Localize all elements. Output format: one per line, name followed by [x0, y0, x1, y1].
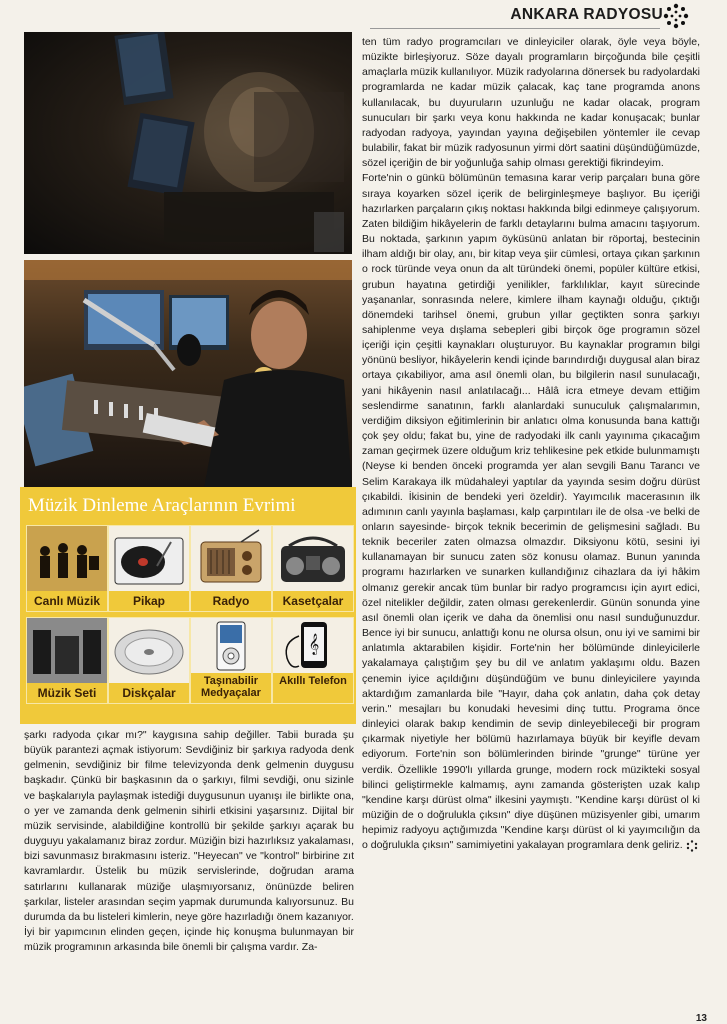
- cd-player-icon: [109, 618, 189, 683]
- turntable-icon: [109, 526, 189, 591]
- studio-equipment-photo: [24, 32, 352, 254]
- boombox-icon: [273, 526, 353, 591]
- smartphone-icon: [273, 618, 353, 675]
- infographic-title: Müzik Dinleme Araçlarının Evrimi: [28, 495, 296, 516]
- paragraph: [362, 171, 700, 853]
- paragraph-text: Forte'nin o günkü bölümünün temasına karar verip parçaları buna göre sıraya koyarken sözel içerik de belirginleşmeye başlıyor. Bu içeriği hazırlarken parçaların çıkış noktası hakkında bilgi edinmeye çalışıyorum. Zaten bildiğim hikâyelerin de farklı detaylarını bulma amacını taşıyorum. Bu noktada, şarkının yapım öyküsünü anlatan bir röportaj, bestecinin ilham aldığı bir olay, anı, bir kitap veya şiir cümlesi, ortaya çıkan şarkının o rock türünde veya onun da alt türündeki önemi, popüler kültüre etkisi, grubun hayatına getirdiği yenilikler, farklılıklar, kayıt sürecinde yaşananlar, sonrasında nelere, kimlere ilham kaynağı olduğu, çıktığı dönemdeki tarihsel önemi, grubun yıllar geçtikten sonra şarkıyı sahiplenme veya dışlama sebepleri gibi birçok öge programın sözel içeriği için çeşitli kaynakları oluşturuyor. Bu kaynaklar programın bilgi yönünü besliyor, hikâyelerin kendi içinde barındırdığı duygusal alan biraz ortaya çıkabiliyor, ama asıl önemli olan, bu bilgilerin nasıl sunulacağı, yani hikâyenin nasıl anlatılacağı... Hâlâ icra etmeye devam ettiğim seslendirme sanatının, farklı alanlardaki sunuculuk çalışmalarımın, verdiğim diksiyon eğitimlerinin bir anlatıcı olma konusunda bana kattığı çok şey oldu; fakat bu, yine de radyodaki ilk canlı yayınıma çıkacağım zaman geçirmek üzere olduğum kriz tehlikesine pek etkide bulunmamıştı (Neyse ki benden önceki programda yer alan sevgili Banu Tarancı ve Selim Karakaya ilk müdahaleyi yaptılar da yayında sesim doğru dürüst çıkabildi. İkisinin de bendeki yeri özeldir). Yayımcılık macerasının ilk adımının canlı yayınla başlaması, kalp çarpıntıları ile de olsa -ve belki de onların sayesinde- birçok teknik becerimin de gelişmesini sağladı. Bu teknik beceriler zaten olmazsa olmazdır. Diksiyonu kötü, sesini iyi kullanamayan bir sunucu zaten söz konusu olamaz. Bunun yanında programı hazırlarken ve sunarken kullandığınız cihazlara da iyi hâkim olmanız gerekir ancak tüm bunlar bir radyo programcısı için ayırt edici, özel nitelikler değildir, zaten olması gerekenlerdir. Günün sonunda yine asıl önemli olan içerik ve daha da önemlisi onu nasıl sunduğunuzdur. Bence iyi bir sunucu, anlattığı konu ne olursa olsun, onu iyi ve samimi bir anlatımla aktarabilen kişidir. Forte'nin her bölümünde dinleyicilerle yakalamaya çalıştığım şey bu dil ve anlatım yaklaşımı oldu. Bazen çenemin iyice açıldığını düşündüğüm ve bunu dinleyicilere yayında aktardığım zamanlarda bile "Hayır, daha çok anlatın, daha çok detay verin." mesajları bu konudaki hevesimi dinç tuttu. Programa önce dinleyici olarak bakıp kendimin de sevip dinleyebileceği bir program çıkarmak niyetiyle her bölümü hazırlamaya büyük bir keyifle devam ediyorum. Forte'nin son bölümlerinden birinde "grunge" türüne yer verdik. Özellikle 1990'lı yıllarda grunge, modern rock müzikteki sosyal bilinci geliştirmekle kalmamış, aynı zamanda gösterişten uzak kalıp "kendine karşı dürüst olma" ilkesini yaymıştı. "Kendine karşı dürüst ol ki müziğin de o doğrulukla çıksın" diye düşünen müzisyenler gibi, umarım hepimiz radyoyu açtığımızda "Kendine karşı dürüst ol ki yayımcılığın da o doğrulukla çıksın" samimiyetini yakalayan programlara denk geliriz.: [362, 172, 700, 852]
- radio-host-illustration: [24, 260, 352, 488]
- article-left-column: [24, 728, 354, 955]
- item-label: Diskçalar: [109, 683, 189, 703]
- paragraph: İyi bir yapımcının elinden geçen, içinde hiç konuşma bulunmayan bir müzik programının arkasında bile önemli bir çalışma vardır. Za-: [24, 926, 354, 954]
- radio-host-photo: [24, 260, 352, 488]
- infographic-item-boombox: [272, 525, 354, 612]
- radio-icon: [191, 526, 271, 591]
- infographic-item-portable-player: [190, 617, 272, 704]
- infographic-item-smartphone: [272, 617, 354, 704]
- article-right-column: [362, 35, 700, 853]
- item-label: Müzik Seti: [27, 683, 107, 703]
- page-number: 13: [695, 1013, 707, 1024]
- studio-equipment-illustration: [24, 32, 352, 254]
- infographic-item-cd-player: [108, 617, 190, 704]
- paragraph: ten tüm radyo programcıları ve dinleyiciler olarak, öyle veya böyle, müzikte birleşiyoruz. Söze dayalı programların birçoğunda bile çeşitli amaçlarla müzik kullanılıyor. Müzik radyolarına dönersek bu radyolardaki programlarda ne kadar müzik çalacak, kaç tane programda anons kullanılacak, bu duyuruların uzunluğu ne kadar olacak, program sunucuları bir şarkı veya konu hakkında ne kadar konuşacak; bunlar radyodan radyoya, yayından yayına değişebilen yöntemler ile cevap bulabilir, fakat bir müzik radyosunun yirmi dört saatini düşündüğümüzde, sözel içeriğin de bir yoğunluğa sahip olması gerektiği fikrindeyim.: [362, 36, 700, 170]
- stereo-icon: [27, 618, 107, 683]
- item-label: Radyo: [191, 591, 271, 611]
- paragraph: şarkı radyoda çıkar mı?" kaygısına sahip değiller. Tabii burada şu büyük parantezi açmak istiyorum: Sevdiğiniz bir şarkıya radyoda denk gelmenin, sevdiğiniz bir filme televizyonda denk gelmenin duygusu başkadır. Çünkü bir başkasının da o şarkıyı, filmi sevdiği, onu sizinle ve başkalarıyla paylaşmak istediği duygusunun uyanışı ile birlikte ona, o yer ve zamanda denk gelmenin sihirli etkisini yaşarsınız. Dijital bir müzik servisinde, alabildiğine kontrollü bir şekilde şarkıyı açarak bu duyguyu yakalamanız biraz zordur. Müziğin bizi hazırlıksız yakalaması, bizi savunmasız bırakmasını isteriz. "Heyecan" ve "kontrol" birbirine zıt kavramlardır. Üstelik bu müzik servislerinde, doğrudan arama satırlarını kullanarak müziğe ulaşmıyorsanız, önünüzde beliren şarkılar, listeler arasından seçim yapmak durumunda kalıyorsunuz. Bu durumda da bu listeleri kimlerin, neye göre hazırladığı önem kazanıyor.: [24, 729, 354, 923]
- infographic-item-turntable: [108, 525, 190, 612]
- item-label: Akıllı Telefon: [273, 673, 353, 703]
- header-rule: [370, 28, 660, 29]
- item-label: Kasetçalar: [273, 591, 353, 611]
- infographic-item-live-music: [26, 525, 108, 612]
- musicians-icon: [27, 526, 107, 591]
- svg-text:𝄞: 𝄞: [308, 634, 320, 655]
- item-label: Canlı Müzik: [27, 591, 107, 611]
- infographic-item-stereo: [26, 617, 108, 704]
- dotted-circle-logo-icon: [663, 3, 689, 29]
- end-mark-icon: [686, 840, 698, 852]
- music-devices-infographic: [20, 487, 356, 724]
- infographic-item-radio: [190, 525, 272, 612]
- section-title: ANKARA RADYOSU: [510, 6, 663, 23]
- item-label: Taşınabilir Medyaçalar: [191, 673, 271, 703]
- item-label: Pikap: [109, 591, 189, 611]
- portable-player-icon: [191, 618, 271, 675]
